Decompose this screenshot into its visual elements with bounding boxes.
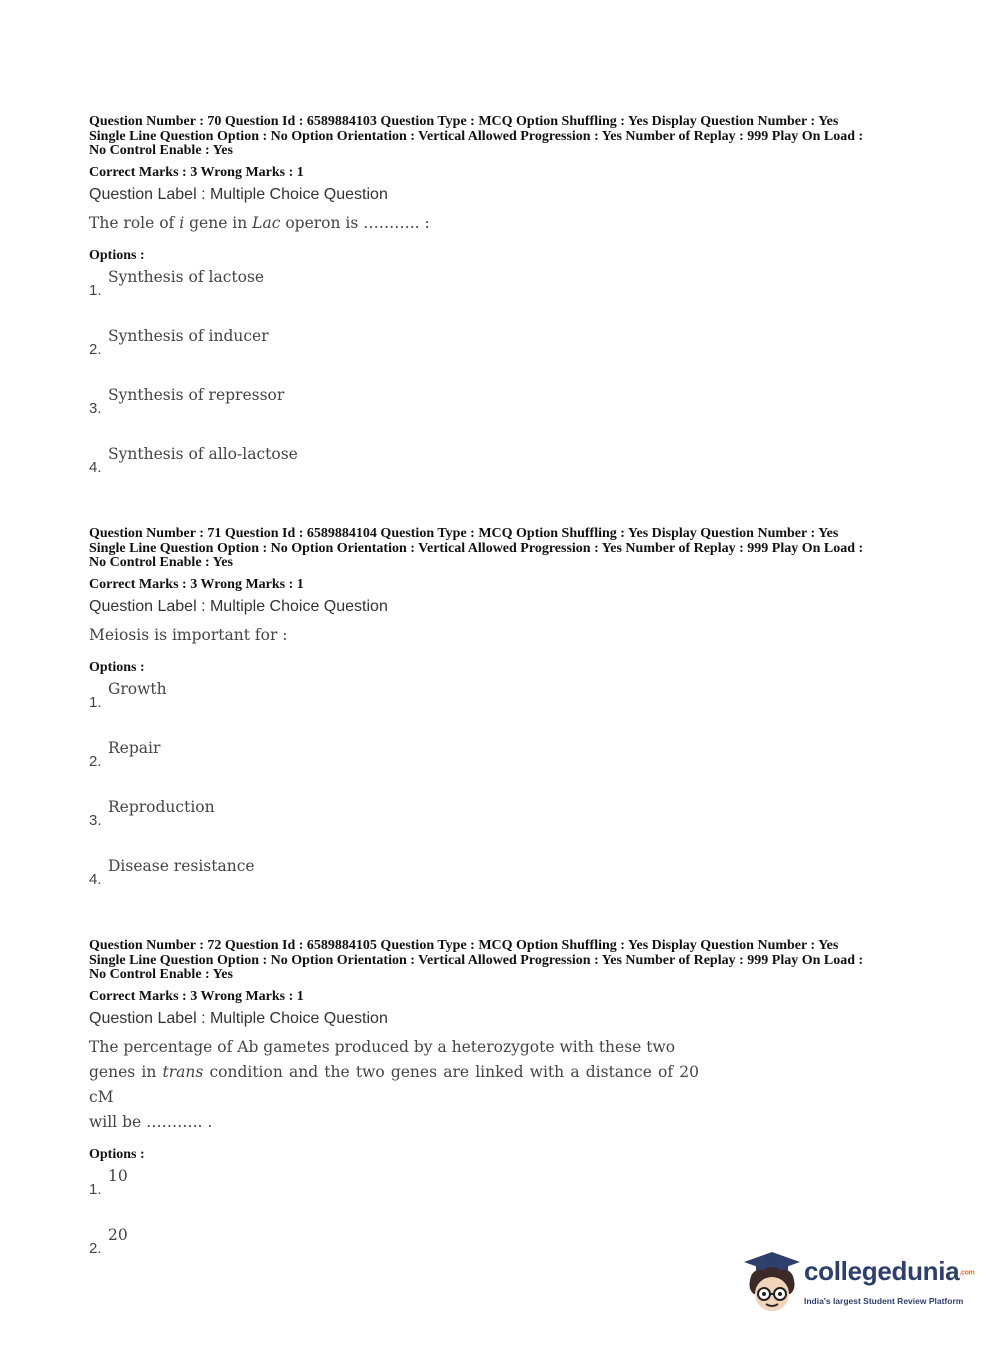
meta-line: Question Number : 71 Question Id : 6589884104 Question Type : MCQ Option Shuffling : Yes Display Question Number : Yes: [89, 526, 839, 541]
meta-line: Single Line Question Option : No Option Orientation : Vertical Allowed Progression : Yes Number of Replay : 999 Play On Load :: [89, 128, 864, 144]
option-text: Reproduction: [108, 797, 215, 816]
question-text-italic: Lac: [252, 213, 281, 232]
question-text-part: operon is ……….. :: [280, 213, 430, 232]
question-text-line: The percentage of Ab gametes produced by a heterozygote with these two: [89, 1037, 676, 1056]
option-text: 20: [108, 1225, 128, 1244]
question-text-part: The role of: [89, 213, 180, 232]
option-text: Growth: [108, 679, 167, 698]
option-item[interactable]: [89, 323, 929, 382]
logo-suffix: .com: [959, 1269, 975, 1277]
option-number: 2.: [89, 1239, 102, 1257]
question-text: [89, 1035, 699, 1135]
option-number: 1.: [89, 693, 102, 711]
question-label: Question Label : Multiple Choice Question: [89, 185, 388, 203]
question-label: Question Label : Multiple Choice Question: [89, 1009, 388, 1027]
question-text-line: will be ……….. .: [89, 1112, 213, 1131]
question-block-70: [89, 115, 929, 500]
collegedunia-logo: [742, 1250, 975, 1320]
meta-line: No Control Enable : Yes: [89, 555, 233, 570]
meta-line: No Control Enable : Yes: [89, 967, 233, 982]
question-text-part: genes in: [89, 1062, 163, 1081]
mascot-icon: [742, 1250, 802, 1318]
option-item[interactable]: [89, 441, 929, 500]
options-heading: Options :: [89, 1146, 145, 1162]
marks-line: Correct Marks : 3 Wrong Marks : 1: [89, 988, 304, 1004]
option-number: 3.: [89, 399, 102, 417]
option-text: 10: [108, 1166, 128, 1185]
question-text-part: condition and the two genes are linked with a distance of 20 cM: [89, 1062, 699, 1106]
marks-line: Correct Marks : 3 Wrong Marks : 1: [89, 576, 304, 592]
logo-wordmark: [804, 1256, 974, 1287]
option-number: 1.: [89, 281, 102, 299]
question-meta: [89, 939, 929, 983]
meta-line: No Control Enable : Yes: [89, 143, 233, 158]
option-number: 2.: [89, 340, 102, 358]
question-meta: [89, 527, 929, 571]
question-text-italic: i: [179, 213, 185, 232]
question-label: Question Label : Multiple Choice Question: [89, 597, 388, 615]
option-number: 1.: [89, 1180, 102, 1198]
option-number: 2.: [89, 752, 102, 770]
question-text: Meiosis is important for :: [89, 625, 288, 644]
option-text: Synthesis of allo-lactose: [108, 444, 298, 463]
options-heading: Options :: [89, 247, 145, 263]
option-item[interactable]: [89, 794, 929, 853]
option-item[interactable]: [89, 382, 929, 441]
option-number: 4.: [89, 870, 102, 888]
option-text: Synthesis of lactose: [108, 267, 265, 286]
question-text-part: gene in: [184, 213, 253, 232]
option-text: Synthesis of inducer: [108, 326, 269, 345]
option-number: 4.: [89, 458, 102, 476]
option-item[interactable]: [89, 676, 929, 735]
options-heading: Options :: [89, 659, 145, 675]
marks-line: Correct Marks : 3 Wrong Marks : 1: [89, 164, 304, 180]
question-block-72: [89, 939, 929, 1281]
question-text: [89, 211, 929, 236]
option-number: 3.: [89, 811, 102, 829]
meta-line: Single Line Question Option : No Option Orientation : Vertical Allowed Progression : Yes Number of Replay : 999 Play On Load :: [89, 540, 864, 556]
meta-line: Single Line Question Option : No Option Orientation : Vertical Allowed Progression : Yes Number of Replay : 999 Play On Load :: [89, 952, 864, 968]
option-item[interactable]: [89, 1163, 929, 1222]
option-item[interactable]: [89, 853, 929, 912]
option-text: Disease resistance: [108, 856, 255, 875]
meta-line: Question Number : 70 Question Id : 6589884103 Question Type : MCQ Option Shuffling : Yes Display Question Number : Yes: [89, 114, 839, 129]
option-item[interactable]: [89, 264, 929, 323]
question-meta: [89, 115, 929, 159]
option-item[interactable]: [89, 735, 929, 794]
question-text-italic: trans: [162, 1062, 204, 1081]
option-text: Repair: [108, 738, 161, 757]
question-block-71: [89, 527, 929, 912]
logo-tagline: India's largest Student Review Platform: [804, 1296, 964, 1306]
option-text: Synthesis of repressor: [108, 385, 285, 404]
question-text-line: [89, 1060, 699, 1110]
meta-line: Question Number : 72 Question Id : 6589884105 Question Type : MCQ Option Shuffling : Yes Display Question Number : Yes: [89, 938, 839, 953]
logo-name: collegedunia: [804, 1256, 960, 1286]
